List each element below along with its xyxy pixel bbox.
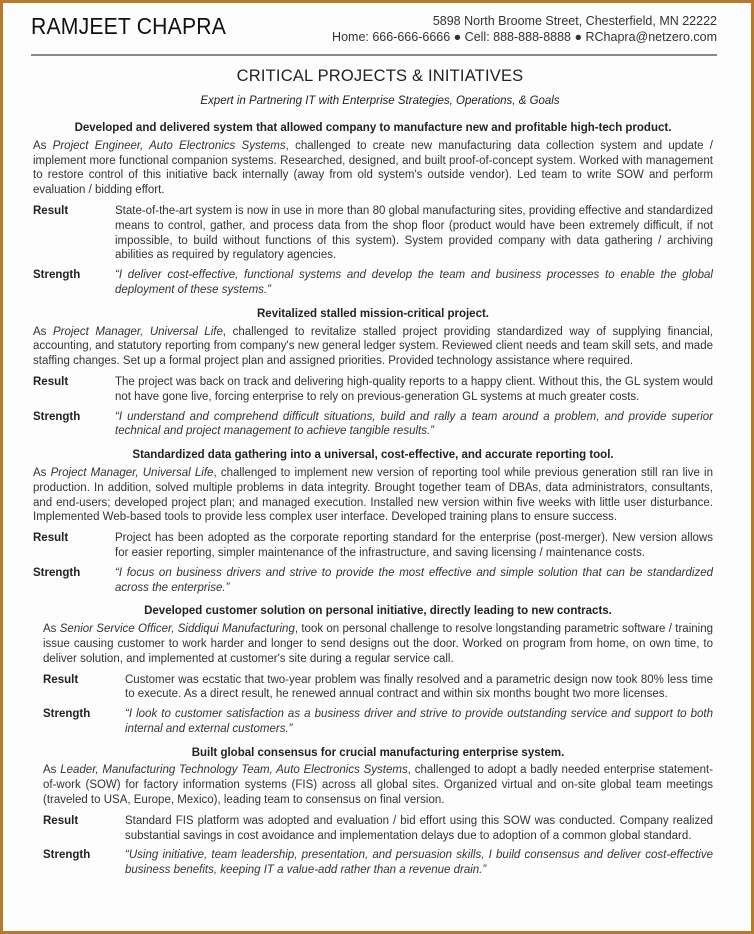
result-row xyxy=(33,375,713,405)
strength-text: “I understand and comprehend difficult situations, build and rally a team around a problem, and provide superior technical and project management to achieve tangible results.” xyxy=(115,410,713,438)
project-entry xyxy=(33,448,713,595)
resume-header xyxy=(31,11,717,51)
project-role: Project Manager, Universal Life xyxy=(52,325,223,338)
result-text: The project was back on track and delivering high-quality reports to a happy client. Without this, the GL system would not have gone live, forcing enterprise to rely on previous-generation GL systems at much greater costs. xyxy=(115,375,713,403)
address: 5898 North Broome Street, Chesterfield, MN 22222 xyxy=(432,14,717,28)
section-title: CRITICAL PROJECTS & INITIATIVES xyxy=(236,67,524,85)
result-row xyxy=(33,531,713,561)
project-title: Built global consensus for crucial manufacturing enterprise system. xyxy=(191,746,565,759)
result-text: Customer was ecstatic that two-year problem was finally resolved and a parametric design now took 80% less time to execute. As a direct result, he renewed annual contract and within six months bought two more licenses. xyxy=(125,673,713,701)
result-row xyxy=(43,814,713,844)
desc-body: , challenged to create new manufacturing data collection system and update / implement more functional companion systems. Researched, designed, and built proof-of-concept system. Worked with management to restore control of this initiative back internally (away from old system's outside vendor). Led team to write SOW and perform evaluation / bidding effort. xyxy=(33,139,714,197)
project-entry xyxy=(33,121,713,298)
result-text: State-of-the-art system is now in use in more than 80 global manufacturing sites, providing effective and standardized means to control, gather, and process data from the shop floor (product would have been extremely difficult, if not impossible, to build without functions of this system). System provided company with data gathering / archiving abilities as required by regulatory agencies. xyxy=(115,204,713,262)
strength-row xyxy=(33,566,713,596)
result-row xyxy=(43,673,713,703)
strength-label: Strength xyxy=(33,269,81,282)
project-entry xyxy=(33,604,713,736)
strength-text: “I focus on business drivers and strive to provide the most effective and simple solution that can be standardized across the enterprise.” xyxy=(115,566,713,594)
project-role: Senior Service Officer, Siddiqui Manufacturing xyxy=(59,623,295,636)
result-label: Result xyxy=(33,375,69,388)
project-role: Leader, Manufacturing Technology Team, Auto Electronics Systems xyxy=(60,764,408,777)
section-subtitle: Expert in Partnering IT with Enterprise Strategies, Operations, & Goals xyxy=(200,95,560,107)
project-description xyxy=(33,466,713,525)
desc-prefix: As xyxy=(43,623,60,636)
desc-prefix: As xyxy=(33,139,53,152)
result-row xyxy=(33,204,713,263)
result-text: Project has been adopted as the corporate reporting standard for the enterprise (post-merger). New version allows for easier reporting, simpler maintenance of the infrastructure, and saving licensing / maintenance costs. xyxy=(115,532,713,559)
project-title: Developed customer solution on personal initiative, directly leading to new contracts. xyxy=(144,605,612,618)
project-description xyxy=(33,325,713,369)
strength-row xyxy=(43,848,713,878)
desc-prefix: As xyxy=(43,764,61,777)
strength-row xyxy=(33,268,713,298)
result-label: Result xyxy=(33,532,69,545)
strength-text: “Using initiative, team leadership, presentation, and persuasion skills, I build consensus and deliver cost-effective business benefits, keeping IT a value-add rather than a revenue drain.” xyxy=(125,849,713,877)
strength-label: Strength xyxy=(33,410,81,423)
project-title: Standardized data gathering into a universal, cost-effective, and accurate reporting tool. xyxy=(132,449,614,462)
result-text: Standard FIS platform was adopted and evaluation / bid effort using this SOW was conducted. Company realized substantial savings in cost avoidance and implementation delays due to adoption of a common global standard. xyxy=(125,814,713,842)
project-title: Revitalized stalled mission-critical project. xyxy=(257,307,489,320)
strength-row xyxy=(33,410,713,440)
result-label: Result xyxy=(43,673,79,686)
strength-text: “I deliver cost-effective, functional systems and develop the team and business processes to enable the global deployment of these systems.” xyxy=(115,269,713,296)
desc-prefix: As xyxy=(33,325,53,338)
project-description xyxy=(43,763,713,807)
projects-list xyxy=(33,121,713,887)
candidate-name: RAMJEET CHAPRA xyxy=(31,13,227,39)
strength-row xyxy=(43,707,713,737)
result-label: Result xyxy=(43,814,79,827)
desc-body: , challenged to adopt a badly needed enterprise statement-of-work (SOW) for factory information systems (FIS) across all global sites. Organized virtual and on-site global team meetings (traveled to USA, Europe, Mexico), leading team to consensus on final version. xyxy=(43,764,713,807)
result-label: Result xyxy=(33,204,69,217)
project-role: Project Engineer, Auto Electronics Systems xyxy=(52,139,286,152)
project-description xyxy=(33,139,713,198)
project-role: Project Manager, Universal Life xyxy=(50,466,214,479)
project-entry xyxy=(33,307,713,439)
strength-label: Strength xyxy=(33,566,81,579)
header-divider xyxy=(31,54,717,56)
contact-line: Home: 666-666-6666 ● Cell: 888-888-8888 ● RChapra@netzero.com xyxy=(332,30,717,44)
project-entry xyxy=(33,746,713,878)
project-title: Developed and delivered system that allowed company to manufacture new and profitable high-tech product. xyxy=(74,122,672,134)
project-description xyxy=(43,622,713,666)
desc-body: , took on personal challenge to resolve longstanding parametric software / training issue causing customer to work harder and longer to send designs out the door. Worked on program from home, on own time, to deliver solution, and implemented at customer's site during a regular service call. xyxy=(43,623,714,665)
strength-label: Strength xyxy=(43,849,91,862)
contact-info xyxy=(332,13,717,45)
strength-text: “I look to customer satisfaction as a business driver and strive to provide outstanding service and support to both internal and external customers.” xyxy=(125,708,713,735)
desc-body: , challenged to implement new version of reporting tool while previous generation still ran live in production. In addition, solved multiple problems in data integrity. Brought together team of DBAs, data administrators, consultants, and end-users; developed project plan; and managed execution. Installed new version within five weeks with little user disturbance. Implemented Web-based tools to provide less complex user interface. Developed training plans to ensure success. xyxy=(33,466,713,524)
desc-body: , challenged to revitalize stalled project providing standardized way of supplying financial, accounting, and statutory reporting from company's new general ledger system. Reviewed client needs and team skill sets, and made staffing changes. Set up a formal project plan and assigned priorities. Provided technology assistance where required. xyxy=(33,325,714,368)
strength-label: Strength xyxy=(43,708,91,721)
desc-prefix: As xyxy=(33,466,51,479)
